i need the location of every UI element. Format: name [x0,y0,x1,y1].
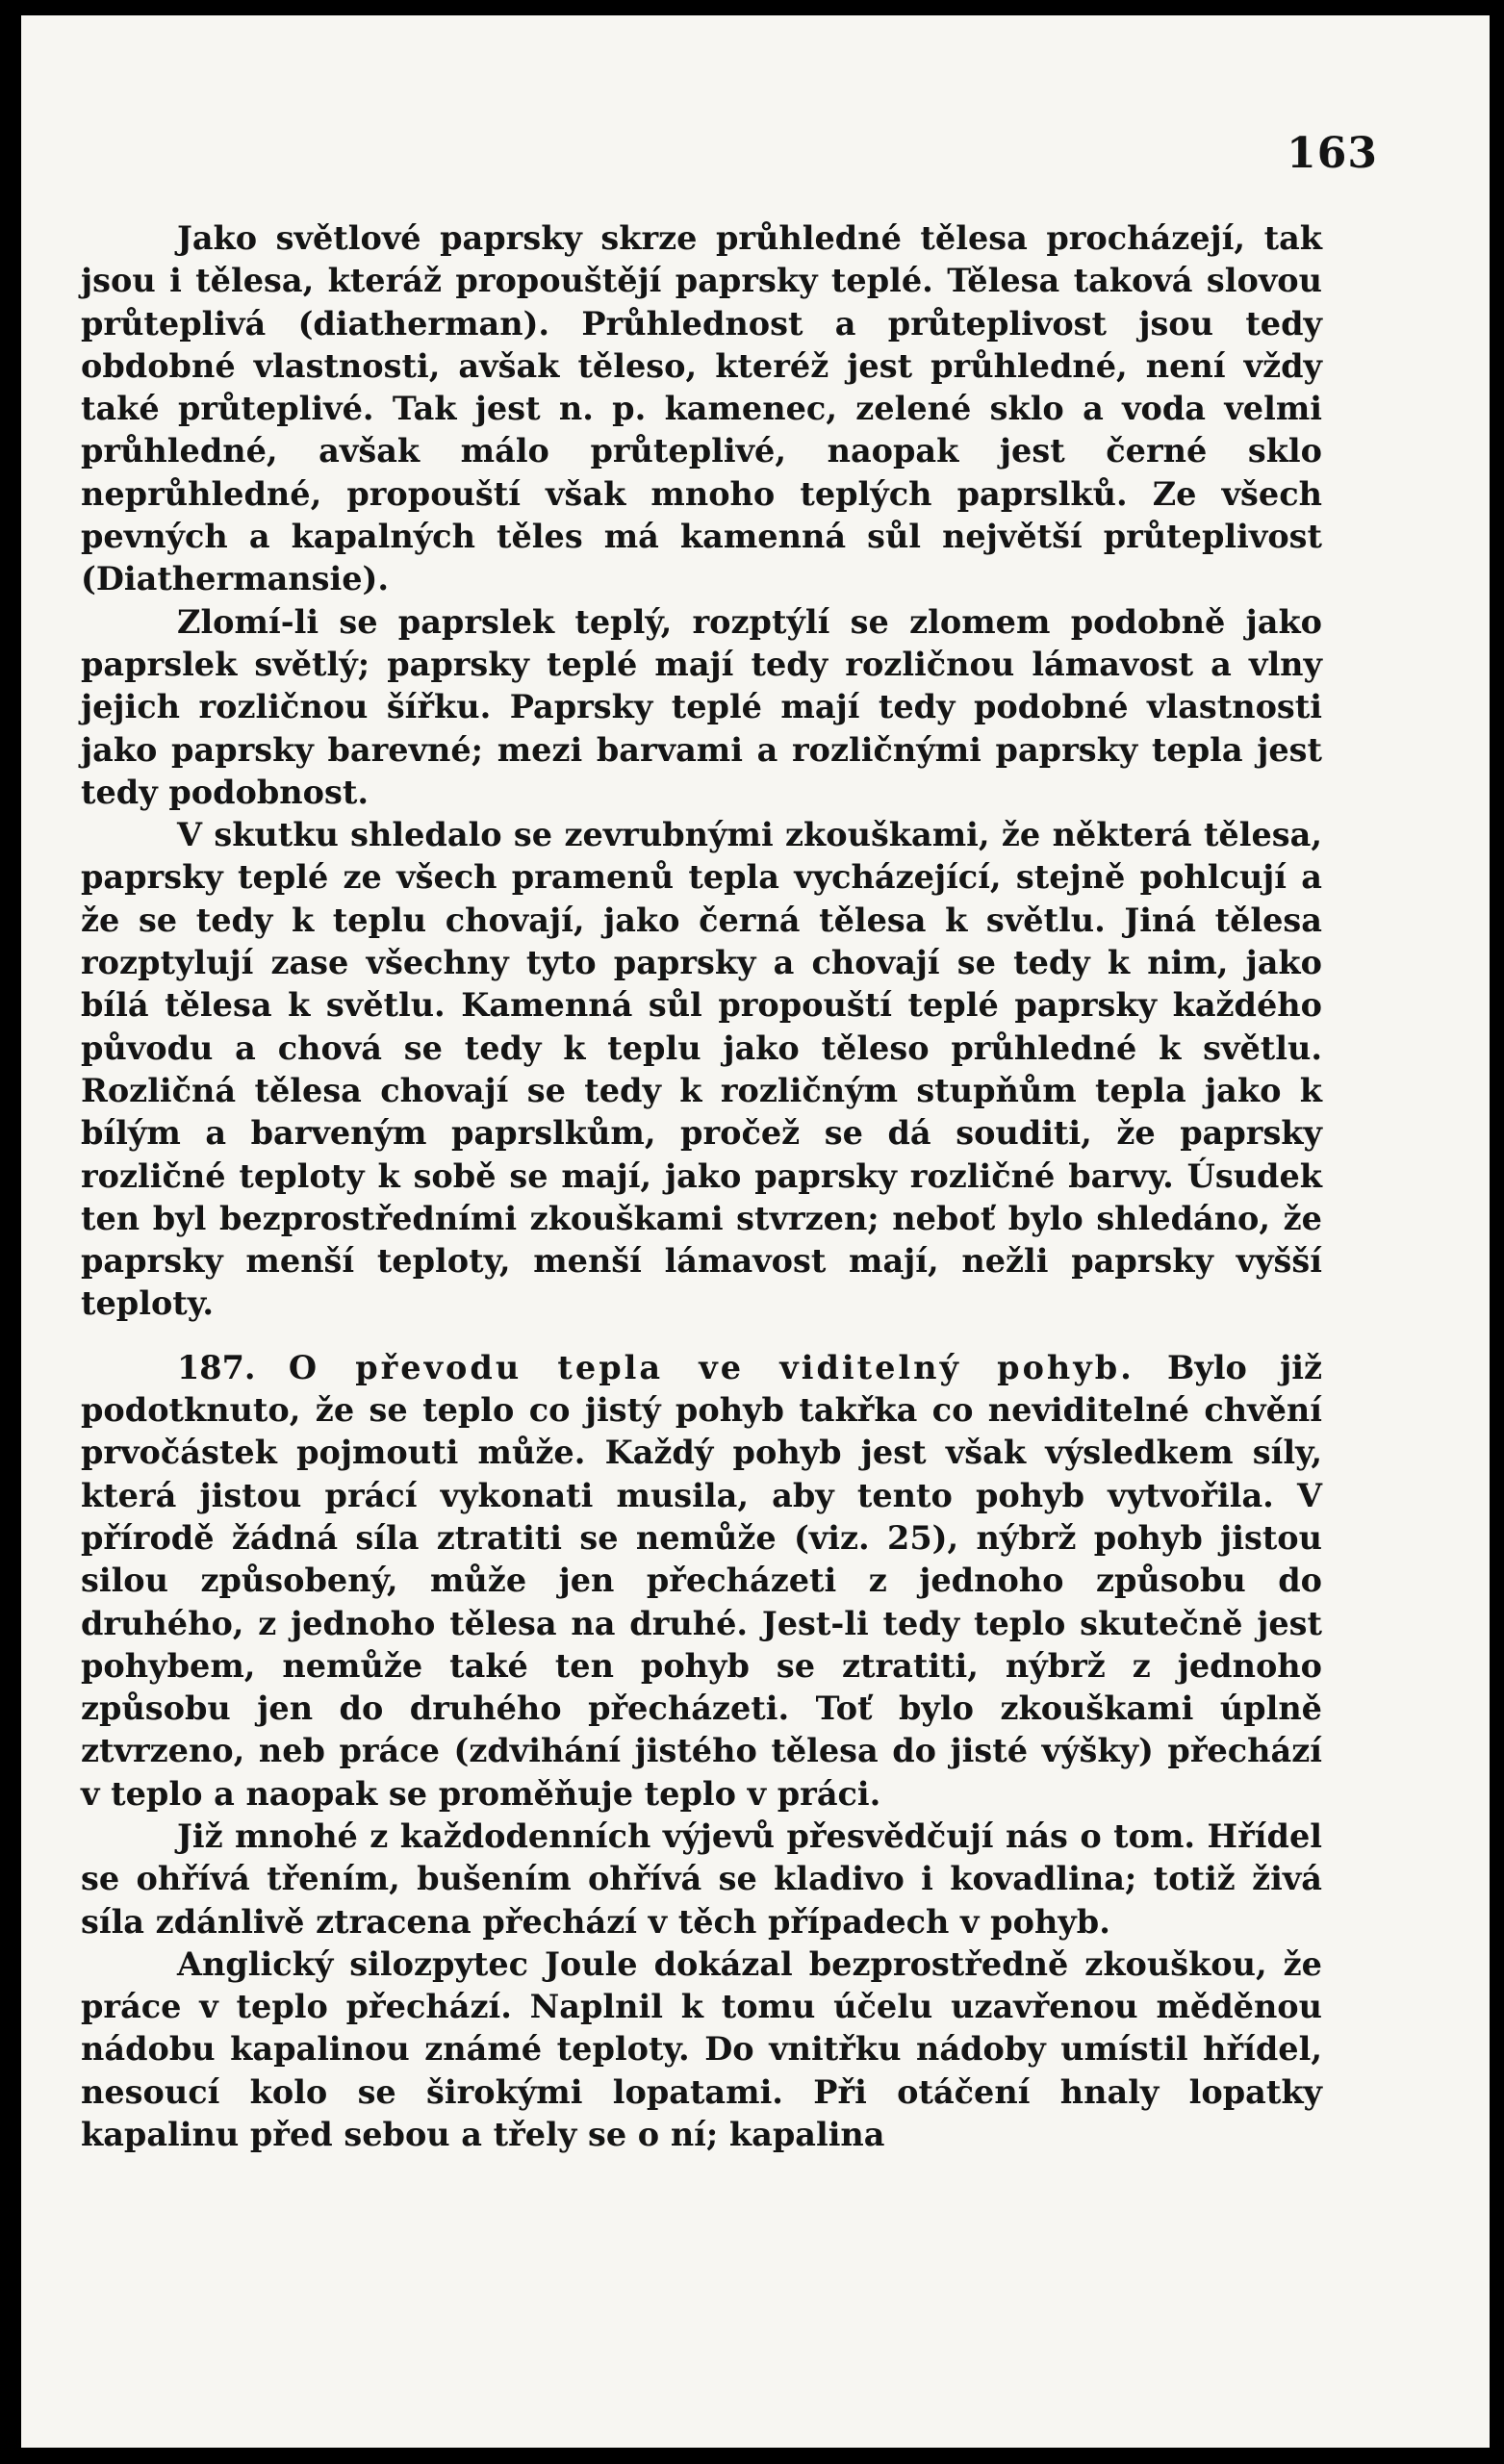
paragraph: Anglický silozpytec Joule dokázal bezprostředně zkouškou, že práce v teplo přechází. Naplnil k tomu účelu uzavřenou měděnou nádobu kapalinou známé teploty. Do vnitřku nádoby umístil hřídel, nesoucí kolo se širokými lopatami. Při otáčení hnaly lopatky kapalinu před sebou a třely se o ní; kapalina [81,1944,1322,2154]
section-title: O převodu tepla ve viditelný pohyb. [288,1348,1134,1386]
paragraph: Jako světlové paprsky skrze průhledné tělesa procházejí, tak jsou i tělesa, kteráž propouštějí paprsky teplé. Tělesa taková slovou průteplivá (diatherman). Průhlednost a průteplivost jsou tedy obdobné vlastnosti, avšak těleso, kteréž jest průhledné, není vždy také průteplivé. Tak jest n. p. kamenec, zelené sklo a voda velmi průhledné, avšak málo průteplivé, naopak jest černé sklo neprůhledné, propouští však mnoho teplých paprslků. Ze všech pevných a kapalných těles má kamenná sůl největší průteplivost (Diathermansie). [81,219,1322,598]
page-body [81,217,1322,2156]
section-number: 187. [177,1348,256,1386]
section-paragraph [81,1347,1322,1816]
section-text: Bylo již podotknuto, že se teplo co jistý pohyb takřka co neviditelné chvění prvočástek pojmouti může. Každý pohyb jest však výsledkem síly, která jistou prácí vykonati musila, aby tento pohyb vytvořila. V přírodě žádná síla ztratiti se nemůže (viz. 25), nýbrž pohyb jistou silou způsobený, může jen přecházeti z jednoho způsobu do druhého, z jednoho tělesa na druhé. Jest-li tedy teplo skutečně jest pohybem, nemůže také ten pohyb se ztratiti, nýbrž z jednoho způsobu jen do druhého přecházeti. Toť bylo zkouškami úplně ztvrzeno, neb práce (zdvihání jistého tělesa do jisté výšky) přechází v teplo a naopak se proměňuje teplo v práci. [81,1348,1322,1813]
page-number: 163 [1287,129,1378,178]
book-page [21,15,1490,2448]
paragraph: Zlomí-li se paprslek teplý, rozptýlí se zlomem podobně jako paprslek světlý; paprsky teplé mají tedy rozličnou lámavost a vlny jejich rozličnou šířku. Paprsky teplé mají tedy podobné vlastnosti jako paprsky barevné; mezi barvami a rozličnými paprsky tepla jest tedy podobnost. [81,602,1322,811]
paragraph: V skutku shledalo se zevrubnými zkouškami, že některá tělesa, paprsky teplé ze všech pramenů tepla vycházející, stejně pohlcují a že se tedy k teplu chovají, jako černá tělesa k světlu. Jiná tělesa rozptylují zase všechny tyto paprsky a chovají se tedy k nim, jako bílá tělesa k světlu. Kamenná sůl propouští teplé paprsky každého původu a chová se tedy k teplu jako těleso průhledné k světlu. Rozličná tělesa chovají se tedy k rozličným stupňům tepla jako k bílým a barveným paprslkům, pročež se dá souditi, že paprsky rozličné teploty k sobě se mají, jako paprsky rozličné barvy. Úsudek ten byl bezprostředními zkouškami stvrzen; neboť bylo shledáno, že paprsky menší teploty, menší lámavost mají, nežli paprsky vyšší teploty. [81,816,1322,1323]
paragraph: Již mnohé z každodenních výjevů přesvědčují nás o tom. Hřídel se ohřívá třením, bušením ohřívá se kladivo i kovadlina; totiž živá síla zdánlivě ztracena přechází v těch případech v pohyb. [81,1816,1322,1941]
